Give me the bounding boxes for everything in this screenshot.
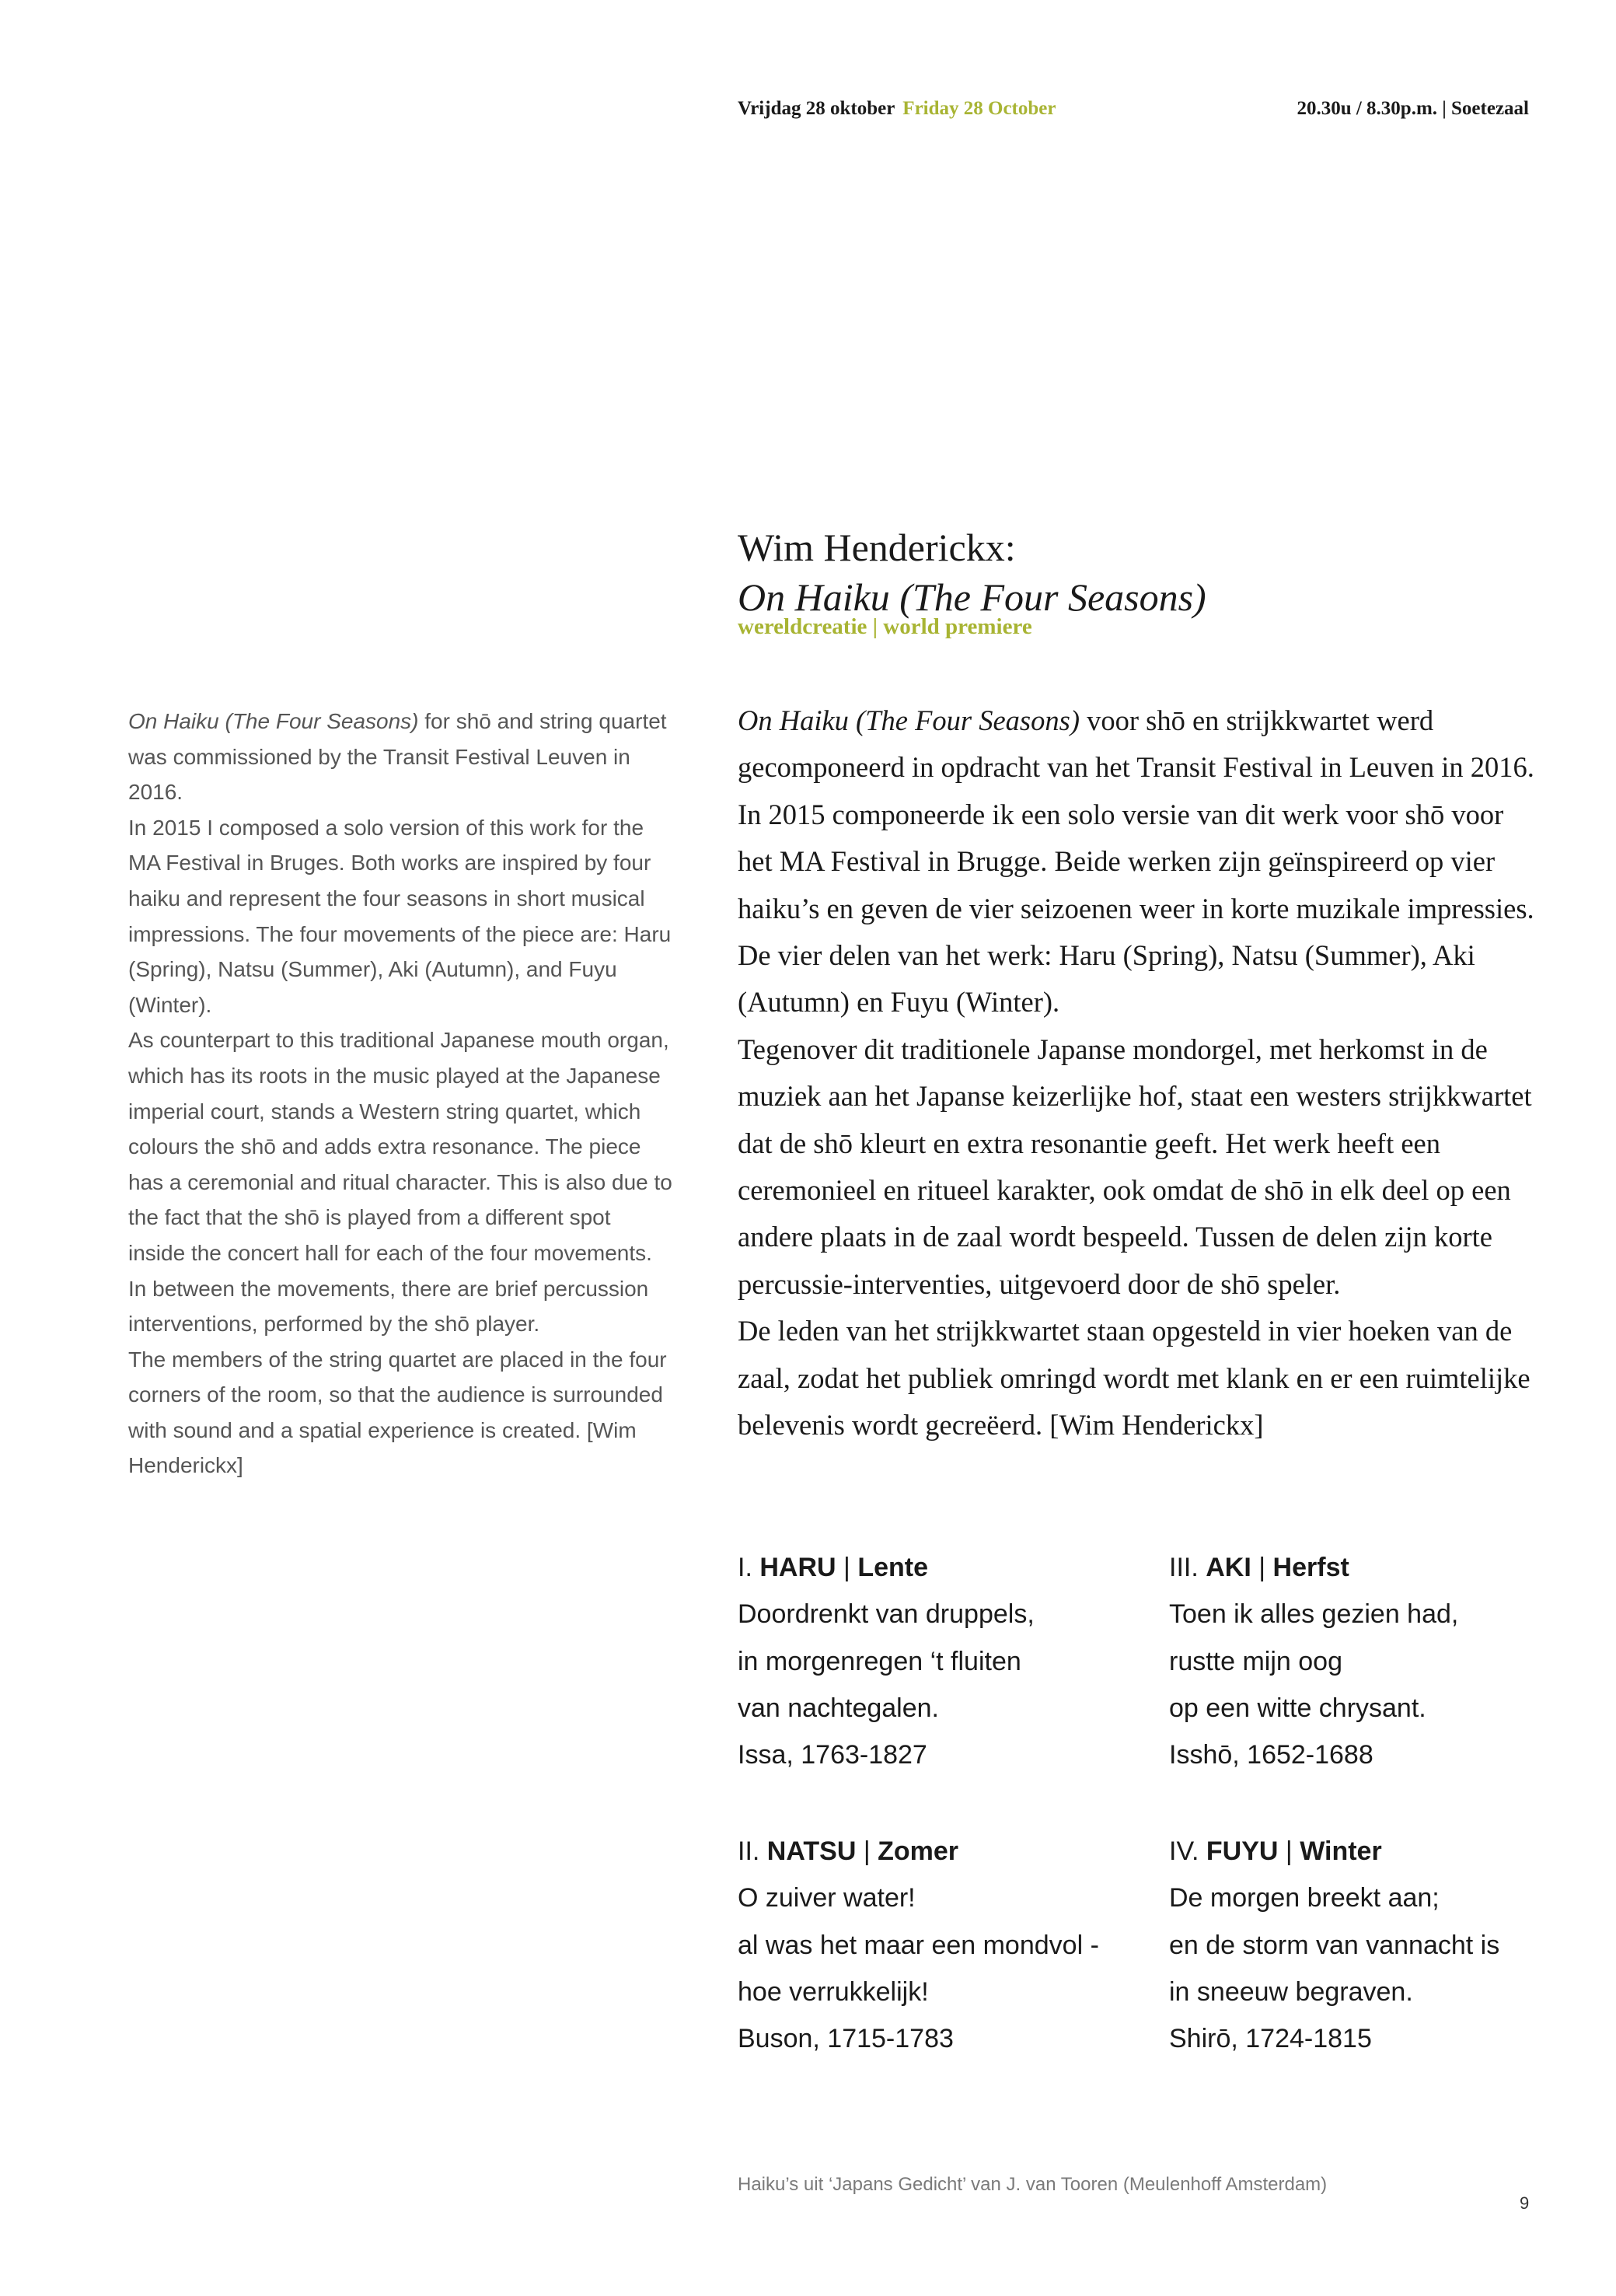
title-composer: Wim Henderickx: — [738, 525, 1016, 569]
header-date — [738, 98, 1056, 120]
header-date-nl: Vrijdag 28 oktober — [738, 98, 895, 119]
header-time-venue: 20.30u / 8.30p.m. | Soetezaal — [1297, 98, 1529, 119]
title-work: On Haiku (The Four Seasons) — [738, 575, 1206, 619]
haiku-author: Issa, 1763-1827 — [738, 1740, 927, 1770]
haiku-line: in morgenregen ‘t fluiten — [738, 1646, 1021, 1676]
haiku-line: De morgen breekt aan; — [1169, 1883, 1440, 1913]
header-date-en: Friday 28 October — [902, 98, 1056, 119]
english-paragraph-3: As counterpart to this traditional Japanese mouth organ, which has its roots in the music played at the Japanese imperial court, stands a Western string quartet, which colours the shō and adds extra resonance. The piece has a ceremonial and ritual character. This is also due to the fact that the shō is played from a different spot inside the concert hall for each of the four movements. In between the movements, there are brief percussion interventions, performed by the shō player. — [128, 1028, 672, 1337]
haiku-line: op een witte chrysant. — [1169, 1693, 1426, 1723]
dutch-work-title: On Haiku (The Four Seasons) — [738, 704, 1080, 736]
haiku-line: en de storm van vannacht is — [1169, 1930, 1500, 1960]
dutch-paragraph-1: On Haiku (The Four Seasons) voor shō en strijkkwartet werd gecomponeerd in opdracht van het Transit Festival in Leuven in 2016. — [738, 704, 1534, 784]
haiku-natsu — [738, 1828, 1157, 2062]
haiku-heading: I. HARU | Lente — [738, 1553, 928, 1582]
haiku-aki — [1169, 1544, 1589, 1778]
footer-note: Haiku’s uit ‘Japans Gedicht’ van J. van Tooren (Meulenhoff Amsterdam) — [738, 2174, 1328, 2195]
english-paragraph-1: On Haiku (The Four Seasons) for shō and string quartet was commissioned by the Transit Festival Leuven in 2016. — [128, 709, 667, 805]
haiku-author: Shirō, 1724-1815 — [1169, 2024, 1372, 2054]
dutch-paragraph-3: Tegenover dit traditionele Japanse mondorgel, met herkomst in de muziek aan het Japanse keizerlijke hof, staat een westers strijkkwartet dat de shō kleurt en extra resonantie geeft. Het werk heeft een ceremonieel en ritueel karakter, ook omdat de shō in elk deel op een andere plaats in de zaal wordt bespeeld. Tussen de delen zijn korte percussie-interventies, uitgevoerd door de shō speler. — [738, 1033, 1532, 1300]
haiku-heading: III. AKI | Herfst — [1169, 1553, 1349, 1582]
haiku-line: in sneeuw begraven. — [1169, 1976, 1413, 2007]
haiku-line: al was het maar een mondvol - — [738, 1930, 1099, 1960]
english-text — [128, 704, 672, 1483]
premiere-label: wereldcreatie | world premiere — [738, 614, 1032, 639]
english-paragraph-2: In 2015 I composed a solo version of this work for the MA Festival in Bruges. Both works are inspired by four haiku and represent the four seasons in short musical impressions. The four movements of the piece are: Haru (Spring), Natsu (Summer), Aki (Autumn), and Fuyu (Winter). — [128, 815, 672, 1017]
haiku-line: rustte mijn oog — [1169, 1646, 1342, 1676]
dutch-paragraph-4: De leden van het strijkkwartet staan opgesteld in vier hoeken van de zaal, zodat het publiek omringd wordt met klank en er een ruimtelijke belevenis wordt gecreëerd. [Wim Henderickx] — [738, 1315, 1530, 1442]
haiku-heading: IV. FUYU | Winter — [1169, 1836, 1382, 1866]
dutch-paragraph-2: In 2015 componeerde ik een solo versie van dit werk voor shō voor het MA Festival in Brugge. Beide werken zijn geïnspireerd op vier haiku’s en geven de vier seizoenen weer in korte muzikale impressies. De vier delen van het werk: Haru (Spring), Natsu (Summer), Aki (Autumn) en Fuyu (Winter). — [738, 798, 1534, 1019]
haiku-line: Toen ik alles gezien had, — [1169, 1599, 1459, 1630]
haiku-haru — [738, 1544, 1157, 1778]
haiku-author: Buson, 1715-1783 — [738, 2024, 954, 2054]
english-work-title: On Haiku (The Four Seasons) — [128, 709, 419, 733]
page-number: 9 — [1520, 2193, 1530, 2213]
haiku-fuyu — [1169, 1828, 1589, 2062]
haiku-author: Isshō, 1652-1688 — [1169, 1740, 1373, 1770]
haiku-line: Doordrenkt van druppels, — [738, 1599, 1035, 1630]
english-paragraph-4: The members of the string quartet are placed in the four corners of the room, so that the audience is surrounded with sound and a spatial experience is created. [Wim Henderickx] — [128, 1347, 667, 1478]
haiku-line: hoe verrukkelijk! — [738, 1976, 929, 2007]
page-title — [738, 522, 1530, 622]
haiku-heading: II. NATSU | Zomer — [738, 1836, 959, 1866]
dutch-text — [738, 697, 1538, 1449]
haiku-line: O zuiver water! — [738, 1883, 916, 1913]
haiku-line: van nachtegalen. — [738, 1693, 939, 1723]
